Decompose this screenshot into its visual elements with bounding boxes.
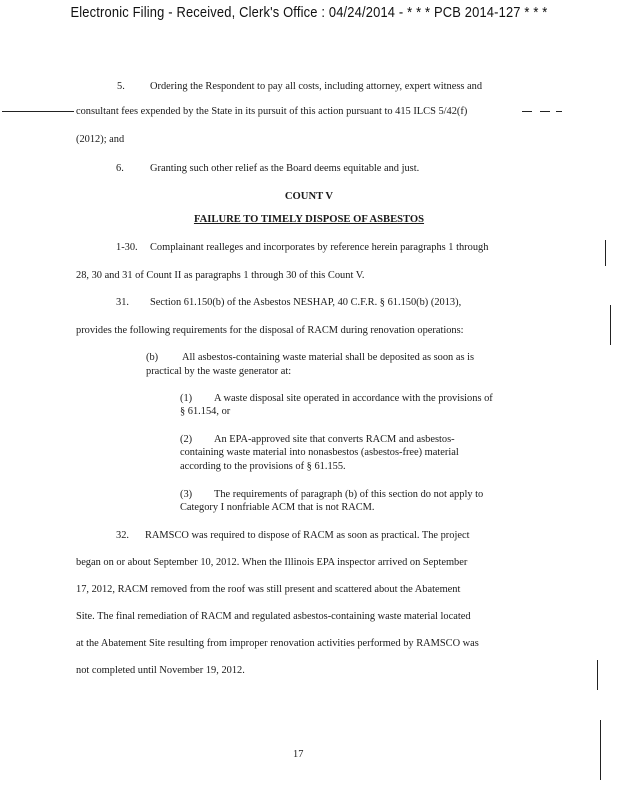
quote-item-3-label: (3) [180,489,193,500]
count-title: COUNT V [284,191,334,202]
scan-artifact-mark [605,240,606,266]
quote-item-1-label: (1) [180,393,193,404]
para-32-line-4: Site. The final remediation of RACM and regulated asbestos-containing waste material located [76,611,471,622]
scan-artifact-mark [610,305,611,345]
para-32-line-2: began on or about September 10, 2012. When the Illinois EPA inspector arrived on September [76,557,468,568]
quote-item-1-line-1: A waste disposal site operated in accordance with the provisions of [214,393,493,404]
item-5-line-3: (2012); and [76,134,125,145]
scan-artifact-mark [600,720,601,780]
item-5-text: Ordering the Respondent to pay all costs, including attorney, expert witness and [150,81,483,92]
para-31-line-2: provides the following requirements for the disposal of RACM during renovation operations: [76,325,464,336]
para-1-30-line-1: Complainant realleges and incorporates by reference herein paragraphs 1 through [150,242,489,253]
filing-stamp-header: Electronic Filing - Received, Clerk's Office : 04/24/2014 - * * * PCB 2014-127 * * * [70,4,548,21]
quote-b-line-2: practical by the waste generator at: [146,366,292,377]
para-1-30-number: 1-30. [116,242,138,253]
scan-artifact-line-right-3 [556,111,562,112]
scan-artifact-line-left [2,111,74,112]
page-number: 17 [293,749,304,760]
quote-b-label: (b) [146,352,159,363]
item-6-text: Granting such other relief as the Board deems equitable and just. [150,163,420,174]
para-32-number: 32. [116,530,129,541]
quote-item-2-line-1: An EPA-approved site that converts RACM and asbestos- [214,434,455,445]
quote-item-2-label: (2) [180,434,193,445]
quote-item-1-line-2: § 61.154, or [180,406,231,417]
quote-item-3-line-1: The requirements of paragraph (b) of this section do not apply to [214,489,484,500]
scan-artifact-mark [597,660,598,690]
quote-b-line-1: All asbestos-containing waste material shall be deposited as soon as is [182,352,475,363]
para-32-line-5: at the Abatement Site resulting from improper renovation activities performed by RAMSCO was [76,638,479,649]
item-5-number: 5. [117,81,125,92]
quote-item-3-line-2: Category I nonfriable ACM that is not RACM. [180,502,375,513]
para-31-number: 31. [116,297,129,308]
quote-item-2-line-2: containing waste material into nonasbestos (asbestos-free) material [180,447,459,458]
para-1-30-line-2: 28, 30 and 31 of Count II as paragraphs 1 through 30 of this Count V. [76,270,365,281]
para-31-line-1: Section 61.150(b) of the Asbestos NESHAP, 40 C.F.R. § 61.150(b) (2013), [150,297,462,308]
item-5-line-2: consultant fees expended by the State in its pursuit of this action pursuant to 415 ILCS 5/42(f) [76,106,468,117]
quote-item-2-line-3: according to the provisions of § 61.155. [180,461,346,472]
count-subtitle: FAILURE TO TIMELY DISPOSE OF ASBESTOS [193,214,425,225]
para-32-line-6: not completed until November 19, 2012. [76,665,245,676]
para-32-line-3: 17, 2012, RACM removed from the roof was still present and scattered about the Abatement [76,584,461,595]
scan-artifact-line-right-2 [540,111,550,112]
scan-artifact-line-right-1 [522,111,532,112]
item-6-number: 6. [116,163,124,174]
para-32-line-1: RAMSCO was required to dispose of RACM as soon as practical. The project [145,530,470,541]
